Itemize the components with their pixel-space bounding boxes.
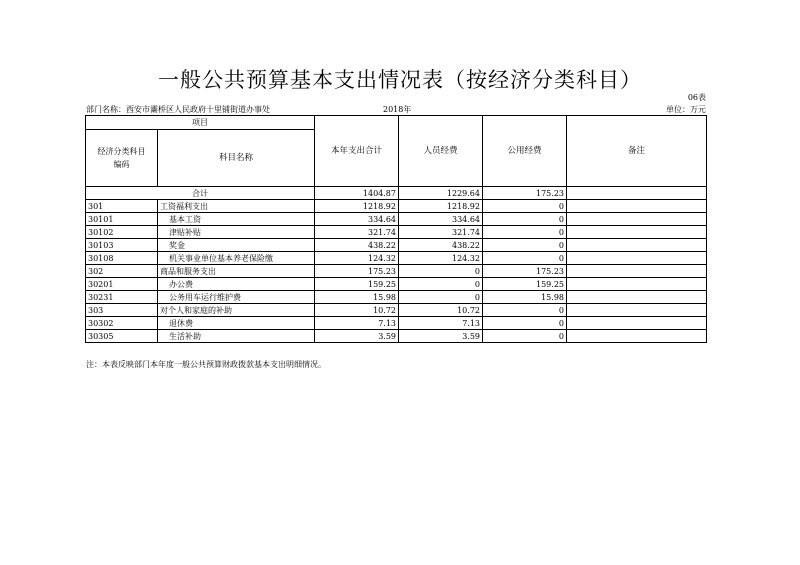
total-label: 合计	[86, 187, 315, 200]
header-personnel: 人员经费	[399, 116, 483, 187]
row-total: 159.25	[315, 278, 399, 291]
row-public: 0	[483, 330, 567, 343]
table-row	[86, 239, 707, 252]
row-code: 30101	[86, 213, 158, 226]
row-total: 1218.92	[315, 200, 399, 213]
header-project: 项目	[86, 116, 315, 130]
row-public: 0	[483, 304, 567, 317]
row-code: 301	[86, 200, 158, 213]
unit-label: 单位：万元	[666, 105, 706, 114]
row-code: 30231	[86, 291, 158, 304]
row-personnel: 7.13	[399, 317, 483, 330]
row-name: 对个人和家庭的补助	[158, 304, 315, 317]
table-row	[86, 317, 707, 330]
row-remark	[567, 252, 707, 265]
row-total: 438.22	[315, 239, 399, 252]
row-personnel: 438.22	[399, 239, 483, 252]
footnote: 注：本表反映部门本年度一般公共预算财政拨款基本支出明细情况。	[86, 360, 326, 369]
row-total: 334.64	[315, 213, 399, 226]
table-row	[86, 330, 707, 343]
form-number: 06表	[687, 93, 706, 102]
row-total: 175.23	[315, 265, 399, 278]
row-public: 0	[483, 226, 567, 239]
row-personnel: 0	[399, 291, 483, 304]
row-total: 321.74	[315, 226, 399, 239]
table-row	[86, 304, 707, 317]
header-row-project	[86, 116, 707, 130]
row-code: 303	[86, 304, 158, 317]
row-code: 30201	[86, 278, 158, 291]
row-personnel: 334.64	[399, 213, 483, 226]
row-remark	[567, 239, 707, 252]
row-public: 15.98	[483, 291, 567, 304]
row-personnel: 0	[399, 265, 483, 278]
row-remark	[567, 291, 707, 304]
row-public: 0	[483, 213, 567, 226]
row-personnel: 124.32	[399, 252, 483, 265]
row-public: 0	[483, 317, 567, 330]
row-remark	[567, 330, 707, 343]
row-personnel: 0	[399, 278, 483, 291]
row-remark	[567, 304, 707, 317]
table-row	[86, 291, 707, 304]
header-remark: 备注	[567, 116, 707, 187]
row-total: 15.98	[315, 291, 399, 304]
row-total: 124.32	[315, 252, 399, 265]
budget-year: 2018年	[383, 105, 412, 114]
row-public: 0	[483, 239, 567, 252]
table-row	[86, 278, 707, 291]
row-name: 公务用车运行维护费	[158, 291, 315, 304]
total-remark	[567, 187, 707, 200]
row-name: 生活补助	[158, 330, 315, 343]
row-total: 3.59	[315, 330, 399, 343]
row-code: 302	[86, 265, 158, 278]
row-code: 30108	[86, 252, 158, 265]
row-remark	[567, 213, 707, 226]
table-row	[86, 200, 707, 213]
meta-row	[86, 104, 706, 115]
total-public: 175.23	[483, 187, 567, 200]
row-code: 30103	[86, 239, 158, 252]
table-row	[86, 226, 707, 239]
expenditure-table	[85, 115, 707, 343]
row-personnel: 3.59	[399, 330, 483, 343]
row-remark	[567, 317, 707, 330]
total-row	[86, 187, 707, 200]
row-name: 退休费	[158, 317, 315, 330]
row-code: 30102	[86, 226, 158, 239]
row-public: 0	[483, 252, 567, 265]
row-remark	[567, 278, 707, 291]
total-value: 1404.87	[315, 187, 399, 200]
header-code: 经济分类科目编码	[86, 130, 158, 187]
row-name: 机关事业单位基本养老保险缴	[158, 252, 315, 265]
row-personnel: 1218.92	[399, 200, 483, 213]
row-name: 奖金	[158, 239, 315, 252]
row-code: 30302	[86, 317, 158, 330]
table-row	[86, 252, 707, 265]
row-personnel: 321.74	[399, 226, 483, 239]
header-public: 公用经费	[483, 116, 567, 187]
header-total: 本年支出合计	[315, 116, 399, 187]
row-public: 159.25	[483, 278, 567, 291]
data-rows	[86, 200, 707, 343]
page-title: 一般公共预算基本支出情况表（按经济分类科目）	[158, 68, 642, 92]
table-row	[86, 213, 707, 226]
department-name: 部门名称：西安市灞桥区人民政府十里铺街道办事处	[86, 105, 270, 114]
total-personnel: 1229.64	[399, 187, 483, 200]
row-public: 175.23	[483, 265, 567, 278]
table-row	[86, 265, 707, 278]
row-total: 10.72	[315, 304, 399, 317]
header-name: 科目名称	[158, 130, 315, 187]
row-remark	[567, 226, 707, 239]
row-total: 7.13	[315, 317, 399, 330]
row-personnel: 10.72	[399, 304, 483, 317]
row-remark	[567, 265, 707, 278]
row-name: 办公费	[158, 278, 315, 291]
row-code: 30305	[86, 330, 158, 343]
row-public: 0	[483, 200, 567, 213]
row-name: 津贴补贴	[158, 226, 315, 239]
row-name: 工资福利支出	[158, 200, 315, 213]
row-name: 基本工资	[158, 213, 315, 226]
row-name: 商品和服务支出	[158, 265, 315, 278]
row-remark	[567, 200, 707, 213]
